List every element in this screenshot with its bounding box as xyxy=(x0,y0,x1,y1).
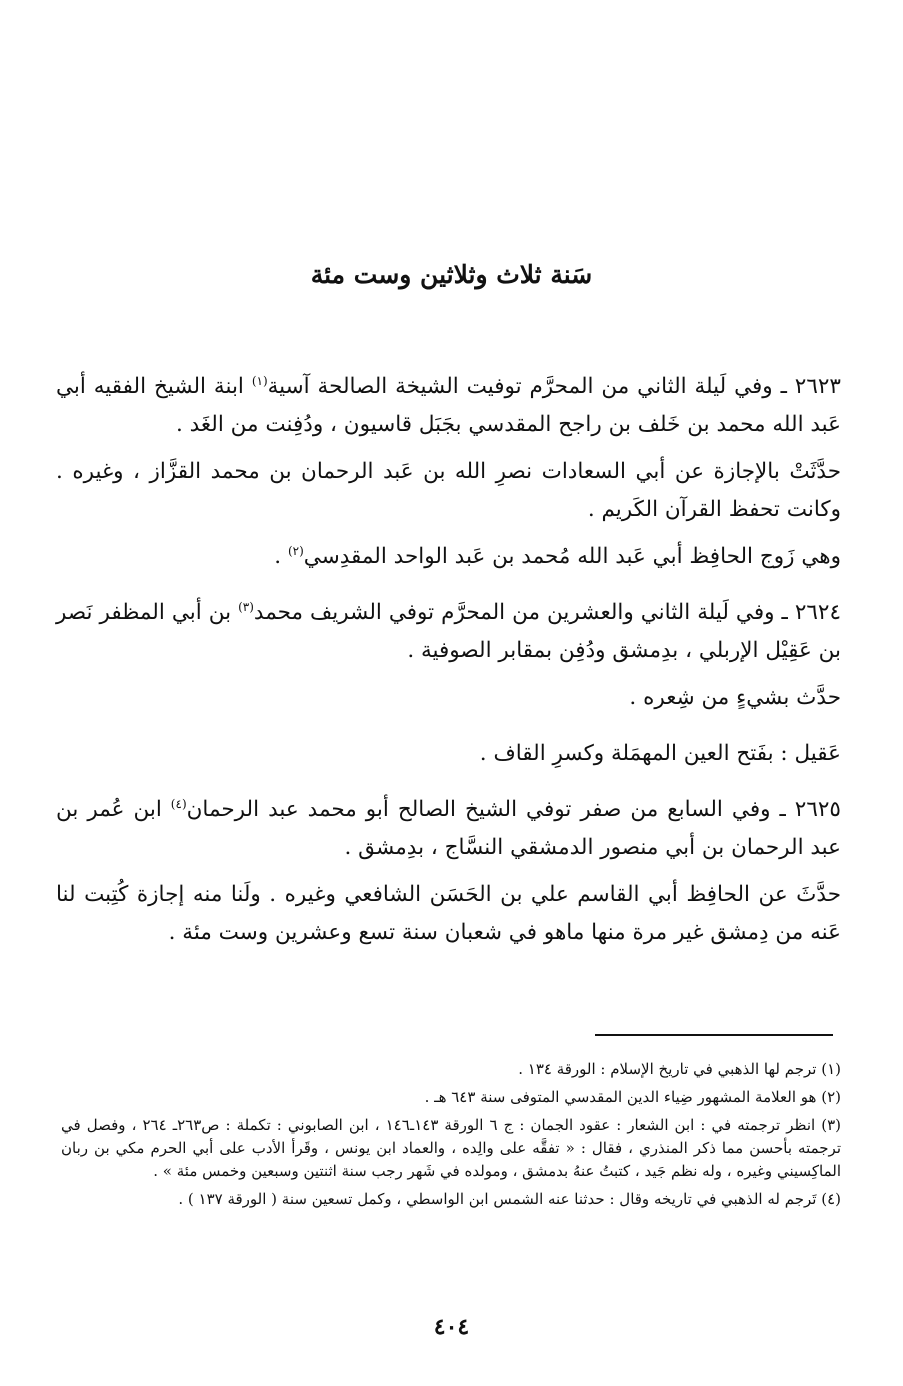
entry-2623-paragraph xyxy=(56,368,841,444)
footnote-ref-3: (٣) xyxy=(238,599,254,614)
section-title: سَنة ثلاث وثلاثين وست مئة xyxy=(310,260,593,289)
entry-2623-spouse-text: وهي زَوج الحافِظ أبي عَبد الله مُحمد بن عَبد الواحد المقدِسي xyxy=(303,544,841,569)
entry-2625-paragraph xyxy=(56,791,841,867)
entry-2623-narration: حدَّثَتْ بالإجازة عن أبي السعادات نصرِ الله بن عَبد الرحمان بن محمد القزَّاز ، وغيره . وكانت تحفظ القرآن الكَريم . xyxy=(56,459,841,522)
entry-2624-paragraph xyxy=(56,594,841,670)
page-number: ٤٠٤ xyxy=(433,1314,470,1340)
footnote-1: (١) ترجم لها الذهبي في تاريخ الإسلام : الورقة ١٣٤ . xyxy=(518,1060,841,1078)
entry-2623-text-a: ٢٦٢٣ ـ وفي لَيلة الثاني من المحرَّم توفيت الشيخة الصالحة آسية xyxy=(267,374,841,399)
footnote-4: (٤) تَرجم له الذهبي في تاريخه وقال : حدثنا عنه الشمس ابن الواسطي ، وكمل تسعين سنة ( الورقة ١٣٧ ) . xyxy=(178,1190,841,1208)
entry-2623-text-b: ابنة الشيخ الفقيه أبي عَبد الله محمد بن خَلف بن راجح المقدسي بجَبَل قاسيون ، ودُفِنت من الغَد . xyxy=(56,374,841,437)
entry-2625-text-b: ابن عُمر بن عبد الرحمان بن أبي منصور الدمشقي النسَّاج ، بدِمشق . xyxy=(56,797,841,860)
footnote-ref-1: (١) xyxy=(251,373,268,388)
footnote-3: (٣) انظر ترجمته في : ابن الشعار : عقود الجمان : ج ٦ الورقة ١٤٣ـ١٤٦ ، ابن الصابوني : تكملة : ص٢٦٣ـ ٢٦٤ ، وفصل في ترجمته بأحسن مما ذكر المنذري ، فقال : « تفقَّه على والِده ، والعماد ابن يونس ، وقَرأ الأدب على أبي الحرم مكي بن ربان الماكِسيني وغيره ، وله نظم جَيد ، كتبتُ عنهُ بدمشق ، ومولده في شَهر رجب سنة اثنتين وسبعين وخمس مئة » . xyxy=(61,1116,841,1180)
footnote-ref-4: (٤) xyxy=(170,796,187,811)
entry-2624-text-b: بن أبي المظفر نَصر بن عَقِيْل الإربلي ، بدِمشق ودُفِن بمقابر الصوفية . xyxy=(56,600,841,663)
entry-2623-spouse xyxy=(56,538,841,576)
entry-2624-narration: حدَّث بشيءٍ من شِعره . xyxy=(629,685,841,710)
entry-2624-spelling-note: عَقيل : بفَتح العين المهمَلة وكسرِ القاف . xyxy=(479,741,841,766)
footnotes xyxy=(61,1058,841,1216)
main-text xyxy=(56,368,841,961)
entry-2625-text-a: ٢٦٢٥ ـ وفي السابع من صفر توفي الشيخ الصالح أبو محمد عبد الرحمان xyxy=(186,797,841,822)
entry-2625-narration: حدَّثَ عن الحافِظ أبي القاسم علي بن الحَسَن الشافعي وغيره . ولَنا منه إجازة كُتِبت لنا عَنه من دِمشق غير مرة منها ماهو في شعبان سنة تسع وعشرين وست مئة . xyxy=(56,882,841,945)
footnote-separator xyxy=(595,1034,833,1036)
entry-2624-text-a: ٢٦٢٤ ـ وفي لَيلة الثاني والعشرين من المحرَّم توفي الشريف محمد xyxy=(253,600,842,625)
footnote-2: (٢) هو العلامة المشهور ضِياء الدين المقدسي المتوفى سنة ٦٤٣ هـ . xyxy=(424,1088,841,1106)
footnote-ref-2: (٢) xyxy=(287,543,304,558)
entry-2623-spouse-end: . xyxy=(274,544,288,569)
